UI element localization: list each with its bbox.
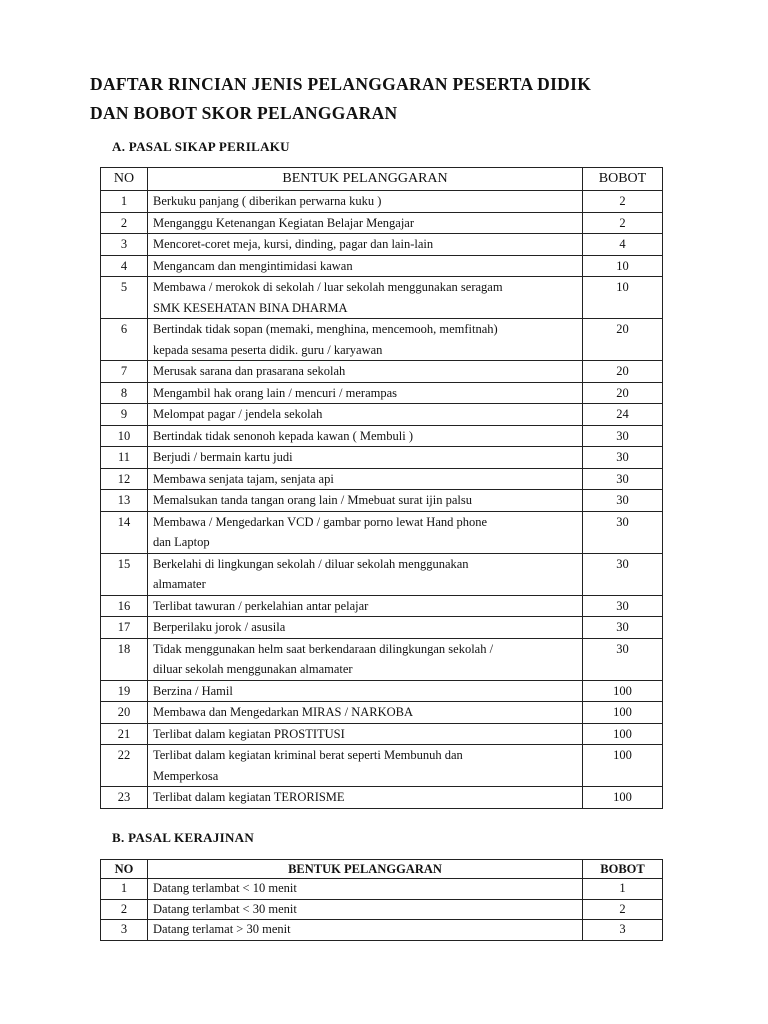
- violation-description: [148, 361, 583, 383]
- violations-table-diligence: [100, 859, 663, 941]
- violation-score: 2: [583, 212, 663, 234]
- header-no: NO: [101, 860, 148, 879]
- violation-description-line: Terlibat dalam kegiatan TERORISME: [153, 790, 345, 804]
- table-row: [101, 319, 663, 361]
- violation-description-line: Terlibat tawuran / perkelahian antar pelajar: [153, 598, 369, 613]
- table-row: [101, 899, 663, 920]
- violation-description-line: Melompat pagar / jendela sekolah: [153, 407, 323, 421]
- violation-score: 2: [583, 191, 663, 213]
- violation-description: [148, 447, 583, 469]
- table-row: [101, 212, 663, 234]
- row-number: 3: [101, 920, 148, 941]
- violation-score: 24: [583, 404, 663, 426]
- table-header-row: [101, 860, 663, 879]
- title-line-2: DAN BOBOT SKOR PELANGGARAN: [90, 103, 398, 123]
- table-row: [101, 277, 663, 319]
- violation-description: [148, 702, 583, 724]
- violation-score: 100: [583, 680, 663, 702]
- violation-description: [148, 879, 583, 900]
- violation-score: 10: [583, 255, 663, 277]
- violation-description-line: Mencoret-coret meja, kursi, dinding, pagar dan lain-lain: [153, 237, 434, 251]
- header-bobot: BOBOT: [583, 168, 663, 191]
- violation-description: [148, 899, 583, 920]
- violation-description: [148, 277, 583, 319]
- violation-description: [148, 680, 583, 702]
- violation-description: [148, 490, 583, 512]
- violation-description-line: Terlibat dalam kegiatan PROSTITUSI: [153, 726, 345, 741]
- row-number: 6: [101, 319, 148, 361]
- violation-score: 30: [583, 447, 663, 469]
- table-row: [101, 404, 663, 426]
- table-row: [101, 425, 663, 447]
- row-number: 17: [101, 617, 148, 639]
- violation-score: 4: [583, 234, 663, 256]
- violation-description-line: Bertindak tidak senonoh kepada kawan ( Membuli ): [153, 428, 413, 443]
- row-number: 9: [101, 404, 148, 426]
- violation-description-line: Membawa dan Mengedarkan MIRAS / NARKOBA: [153, 705, 414, 719]
- violation-description: [148, 234, 583, 256]
- row-number: 18: [101, 638, 148, 680]
- table-row: [101, 787, 663, 809]
- table-row: [101, 879, 663, 900]
- row-number: 22: [101, 745, 148, 787]
- row-number: 10: [101, 425, 148, 447]
- violation-score: 100: [583, 745, 663, 787]
- violation-description-line: Membawa / Mengedarkan VCD / gambar porno lewat Hand phone: [153, 514, 488, 529]
- violation-description: [148, 595, 583, 617]
- violation-description-line: Berkelahi di lingkungan sekolah / diluar sekolah menggunakan: [153, 556, 469, 571]
- table-row: [101, 745, 663, 787]
- row-number: 2: [101, 212, 148, 234]
- violation-description-line: Berjudi / bermain kartu judi: [153, 450, 293, 464]
- violation-description-line: Datang terlambat < 30 menit: [153, 901, 297, 916]
- table-row: [101, 468, 663, 490]
- table-row: [101, 595, 663, 617]
- table-row: [101, 490, 663, 512]
- violation-score: 30: [583, 595, 663, 617]
- document-title: [90, 70, 591, 128]
- table-row: [101, 234, 663, 256]
- violation-description-line: Berperilaku jorok / asusila: [153, 620, 286, 634]
- violation-description-line: dan Laptop: [153, 535, 210, 549]
- violation-description-line: Mengambil hak orang lain / mencuri / merampas: [153, 385, 398, 400]
- table-row: [101, 702, 663, 724]
- violation-score: 3: [583, 920, 663, 941]
- table-row: [101, 617, 663, 639]
- violation-description-line: Memalsukan tanda tangan orang lain / Mmebuat surat ijin palsu: [153, 493, 473, 507]
- violation-description: [148, 319, 583, 361]
- violation-description-line: Membawa / merokok di sekolah / luar sekolah menggunakan seragam: [153, 280, 503, 294]
- violations-table-attitude: [100, 167, 663, 809]
- header-no: NO: [101, 168, 148, 191]
- violation-description: [148, 425, 583, 447]
- row-number: 13: [101, 490, 148, 512]
- table-row: [101, 553, 663, 595]
- violation-description: [148, 617, 583, 639]
- violation-description: [148, 787, 583, 809]
- violation-description-line: Berzina / Hamil: [153, 683, 233, 698]
- violation-description-line: SMK KESEHATAN BINA DHARMA: [153, 300, 348, 315]
- violation-description: [148, 255, 583, 277]
- violation-description-line: Terlibat dalam kegiatan kriminal berat seperti Membunuh dan: [153, 748, 463, 762]
- violation-score: 20: [583, 319, 663, 361]
- violation-score: 2: [583, 899, 663, 920]
- row-number: 14: [101, 511, 148, 553]
- row-number: 1: [101, 879, 148, 900]
- table-row: [101, 255, 663, 277]
- violation-description-line: Tidak menggunakan helm saat berkendaraan dilingkungan sekolah /: [153, 641, 494, 656]
- row-number: 15: [101, 553, 148, 595]
- violation-description-line: Merusak sarana dan prasarana sekolah: [153, 364, 346, 378]
- table-row: [101, 447, 663, 469]
- violation-score: 30: [583, 638, 663, 680]
- violation-description-line: Menganggu Ketenangan Kegiatan Belajar Mengajar: [153, 215, 415, 230]
- header-bentuk: BENTUK PELANGGARAN: [148, 168, 583, 191]
- title-line-1: DAFTAR RINCIAN JENIS PELANGGARAN PESERTA DIDIK: [90, 74, 592, 94]
- table-row: [101, 361, 663, 383]
- violation-description: [148, 920, 583, 941]
- table-row: [101, 191, 663, 213]
- violation-description-line: diluar sekolah menggunakan almamater: [153, 662, 353, 676]
- violation-score: 100: [583, 723, 663, 745]
- row-number: 4: [101, 255, 148, 277]
- violation-description-line: Berkuku panjang ( diberikan perwarna kuku ): [153, 194, 382, 208]
- violation-description: [148, 382, 583, 404]
- violation-description-line: Mengancam dan mengintimidasi kawan: [153, 258, 353, 273]
- violation-score: 30: [583, 425, 663, 447]
- violation-score: 10: [583, 277, 663, 319]
- row-number: 20: [101, 702, 148, 724]
- violation-description: [148, 191, 583, 213]
- table-row: [101, 680, 663, 702]
- violation-score: 30: [583, 490, 663, 512]
- section-a-title: A. PASAL SIKAP PERILAKU: [112, 139, 290, 154]
- row-number: 5: [101, 277, 148, 319]
- row-number: 19: [101, 680, 148, 702]
- violation-description: [148, 468, 583, 490]
- table-row: [101, 723, 663, 745]
- violation-description-line: Memperkosa: [153, 768, 219, 783]
- row-number: 8: [101, 382, 148, 404]
- violation-score: 100: [583, 702, 663, 724]
- table-row: [101, 382, 663, 404]
- violation-score: 30: [583, 468, 663, 490]
- violation-description-line: Datang terlamat > 30 menit: [153, 922, 291, 936]
- section-b-title: B. PASAL KERAJINAN: [112, 830, 255, 845]
- violation-description-line: almamater: [153, 577, 206, 591]
- violation-score: 20: [583, 361, 663, 383]
- row-number: 1: [101, 191, 148, 213]
- row-number: 7: [101, 361, 148, 383]
- table-row: [101, 638, 663, 680]
- violation-description: [148, 745, 583, 787]
- violation-description: [148, 404, 583, 426]
- row-number: 12: [101, 468, 148, 490]
- row-number: 11: [101, 447, 148, 469]
- header-bentuk: BENTUK PELANGGARAN: [148, 860, 583, 879]
- row-number: 23: [101, 787, 148, 809]
- violation-description-line: Datang terlambat < 10 menit: [153, 881, 297, 895]
- header-bobot: BOBOT: [583, 860, 663, 879]
- violation-score: 20: [583, 382, 663, 404]
- row-number: 21: [101, 723, 148, 745]
- violation-description: [148, 723, 583, 745]
- violation-description-line: kepada sesama peserta didik. guru / karyawan: [153, 342, 383, 357]
- table-row: [101, 511, 663, 553]
- violation-score: 30: [583, 553, 663, 595]
- table-row: [101, 920, 663, 941]
- row-number: 2: [101, 899, 148, 920]
- violation-description: [148, 212, 583, 234]
- row-number: 3: [101, 234, 148, 256]
- violation-description: [148, 638, 583, 680]
- violation-score: 30: [583, 617, 663, 639]
- violation-score: 100: [583, 787, 663, 809]
- violation-description: [148, 511, 583, 553]
- violation-description-line: Membawa senjata tajam, senjata api: [153, 471, 334, 486]
- row-number: 16: [101, 595, 148, 617]
- violation-description: [148, 553, 583, 595]
- table-header-row: [101, 168, 663, 191]
- violation-description-line: Bertindak tidak sopan (memaki, menghina, mencemooh, memfitnah): [153, 322, 498, 336]
- violation-score: 30: [583, 511, 663, 553]
- violation-score: 1: [583, 879, 663, 900]
